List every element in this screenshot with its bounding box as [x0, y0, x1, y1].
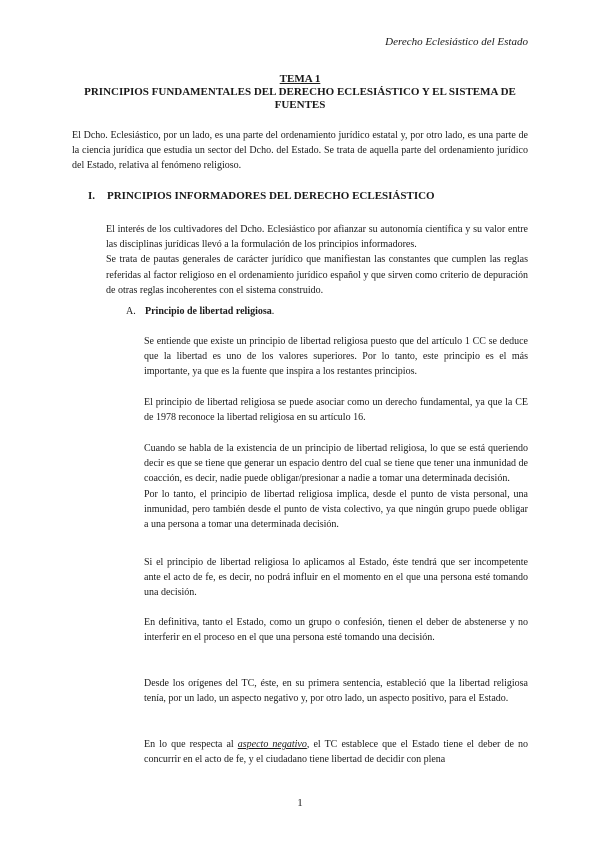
tema-label: TEMA 1	[279, 73, 321, 85]
section-1-body	[106, 222, 528, 298]
subsection-a-p6: Desde los orígenes del TC, éste, en su primera sentencia, estableció que la libertad religiosa tenía, por un lado, un aspecto negativo y, por otro lado, un aspecto positivo, para el Estado.	[144, 678, 528, 705]
subsection-a-p3a: Cuando se habla de la existencia de un principio de libertad religiosa, lo que se está queriendo decir es que se tiene que generar un espacio dentro del cual se tiene que tener una inmunidad de coacción, es decir, nadie puede obligar/presionar a nadie a tomar una determinada decisión.	[144, 443, 528, 485]
section-number: I.	[88, 190, 96, 202]
intro-text: El Dcho. Eclesiástico, por un lado, es una parte del ordenamiento jurídico estatal y, por otro lado, es una parte de la ciencia jurídica que estudia un sector del Dcho. del Estado. Se trata de aquella parte del ordenamiento jurídico del Estado, relativa al fenómeno religioso.	[72, 130, 528, 172]
title-line-2: FUENTES	[274, 99, 326, 111]
page-number: 1	[297, 797, 303, 809]
subsection-label: A.	[126, 306, 136, 317]
subsection-paragraph	[144, 555, 528, 601]
subsection-a-p4: Si el principio de libertad religiosa lo aplicamos al Estado, éste tendrá que ser incompetente ante el acto de fe, es decir, no podrá influir en el momento en el que una persona esté tomando una decisión.	[144, 557, 528, 599]
section-1-paragraph-2: Se trata de pautas generales de carácter jurídico que manifiestan las constantes que cumplen las reglas referidas al factor religioso en el ordenamiento jurídico español y que sirven como criterio de depuración de otras reglas incoherentes con el sistema construido.	[106, 254, 528, 296]
running-header: Derecho Eclesiástico del Estado	[385, 36, 528, 48]
p7-pre: En lo que respecta al	[144, 739, 238, 750]
p7-emphasis: aspecto negativo	[237, 739, 307, 750]
subsection-a-p2: El principio de libertad religiosa se puede asociar como un derecho fundamental, ya que la CE de 1978 reconoce la libertad religiosa en su artículo 16.	[144, 397, 528, 424]
subsection-paragraph	[144, 737, 528, 767]
subsection-paragraph	[144, 441, 528, 532]
subsection-paragraph	[144, 615, 528, 645]
subsection-a-p7	[144, 737, 528, 767]
subsection-paragraph	[144, 395, 528, 425]
subsection-a-p5: En definitiva, tanto el Estado, como un grupo o confesión, tienen el deber de abstenerse y no interferir en el proceso en el que una persona esté tomando una decisión.	[144, 617, 528, 644]
section-1-paragraph-1: El interés de los cultivadores del Dcho. Eclesiástico por afianzar su autonomía científica y su valor entre las disciplinas jurídicas llevó a la formulación de los principios informadores.	[106, 224, 528, 251]
p7-post: , el TC establece que el Estado tiene el deber de no concurrir en el acto de fe, y el ciudadano tiene libertad de decidir con plena	[144, 739, 528, 766]
title-line-1: PRINCIPIOS FUNDAMENTALES DEL DERECHO ECLESIÁSTICO Y EL SISTEMA DE	[84, 86, 516, 98]
intro-paragraph	[72, 128, 528, 174]
subsection-paragraph	[144, 676, 528, 706]
subsection-a-p1: Se entiende que existe un principio de libertad religiosa puesto que del artículo 1 CC se deduce que la libertad es uno de los valores superiores. Por lo tanto, este principio es el más importante, ya que es la fuente que inspira a los restantes principios.	[144, 336, 528, 378]
section-title: PRINCIPIOS INFORMADORES DEL DERECHO ECLESIÁSTICO	[107, 190, 435, 202]
subsection-title: Principio de libertad religiosa	[145, 306, 272, 317]
section-heading	[88, 190, 435, 202]
subsection-heading: A. Principio de libertad religiosa.	[126, 306, 275, 317]
subsection-a-p3b: Por lo tanto, el principio de libertad religiosa implica, desde el punto de vista personal, una inmunidad, pero también desde el punto de vista colectivo, ya que ningún grupo puede obligar a una persona a tomar una determinada decisión.	[144, 488, 528, 531]
subsection-paragraph	[144, 334, 528, 380]
document-title	[72, 73, 528, 112]
